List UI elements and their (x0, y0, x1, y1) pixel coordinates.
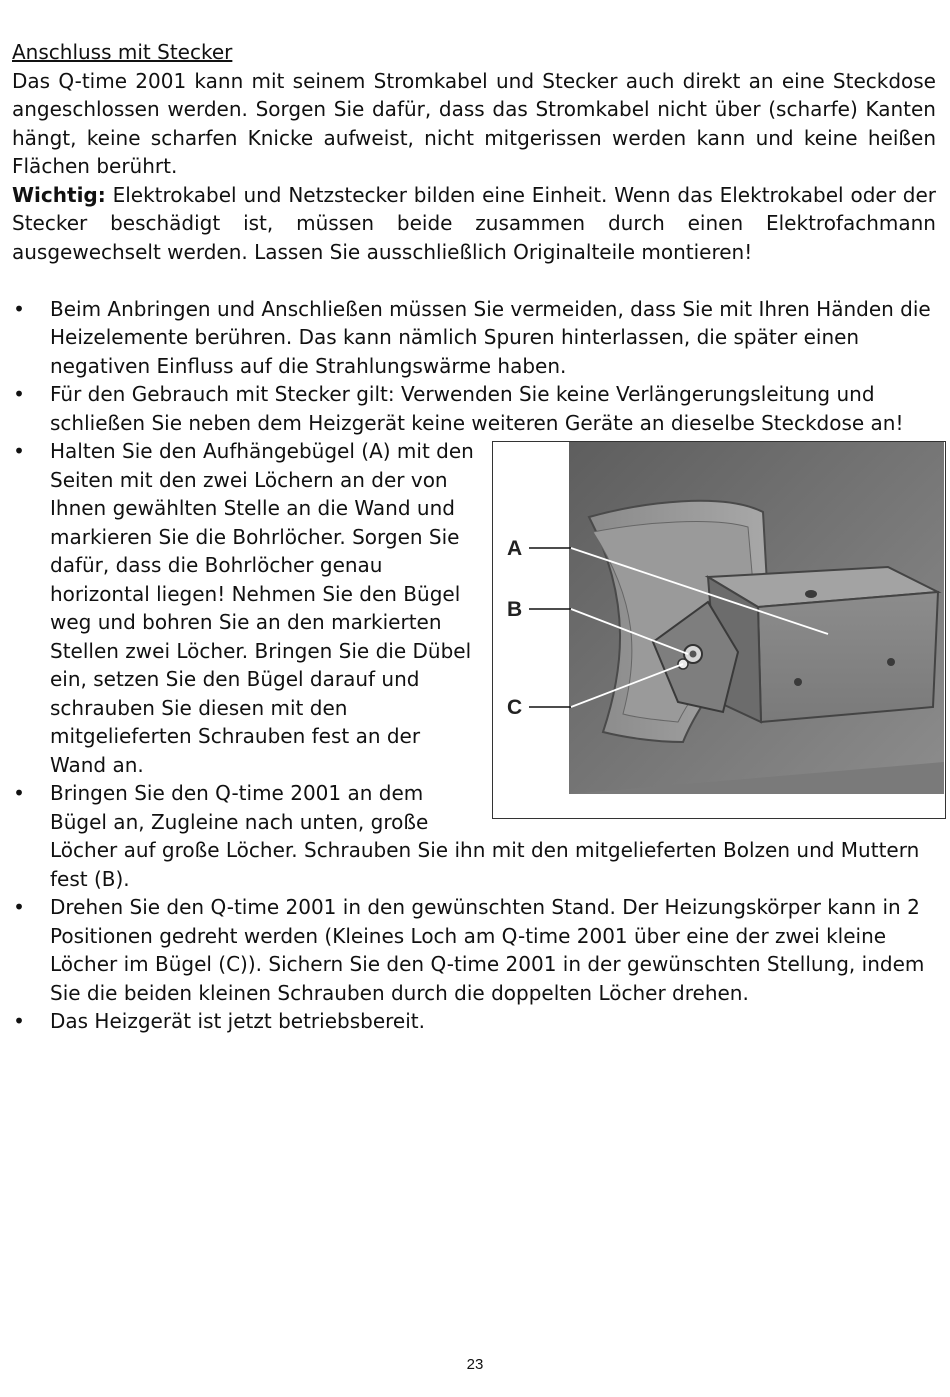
bracket-front-face (758, 592, 938, 722)
document-page (12, 38, 936, 1036)
list-item (12, 437, 936, 779)
instruction-list (12, 295, 936, 1036)
bullet-icon: • (13, 895, 25, 919)
list-item-text: Bringen Sie den Q-time 2001 an dem Bügel an, Zugleine nach unten, große Löcher auf große Löcher. Schrauben Sie ihn mit den mitgelieferten Bolzen und Muttern fest (B). (50, 781, 920, 891)
bullet-icon: • (13, 781, 25, 805)
important-paragraph (12, 181, 936, 267)
list-item-text: Beim Anbringen und Anschließen müssen Sie vermeiden, dass Sie mit Ihren Händen die Heizelemente berühren. Das kann nämlich Spuren hinterlassen, die später einen negativen Einfluss auf die Strahlungswärme haben. (50, 296, 931, 378)
figure-label-b: B (507, 598, 523, 621)
mounting-bracket-figure (492, 441, 946, 819)
list-item-text: Das Heizgerät ist jetzt betriebsbereit. (50, 1009, 425, 1033)
bullet-icon: • (13, 382, 25, 406)
page-number: 23 (466, 1356, 484, 1373)
important-label: Wichtig: (12, 182, 106, 207)
list-item (12, 380, 936, 437)
bracket-small-hole (887, 658, 895, 666)
list-item (12, 295, 936, 381)
list-item-text: Halten Sie den Aufhängebügel (A) mit den Seiten mit den zwei Löchern an der von Ihnen gewählten Stelle an die Wand und markieren Sie die Bohrlöcher. Sorgen Sie dafür, dass die Bohrlöcher genau horizontal liegen! Nehmen Sie den Bügel weg und bohren Sie an den markierten Stellen zwei Löcher. Bringen Sie die Dübel ein, setzen Sie den Bügel darauf und schrauben Sie diesen mit den mitgelieferten Schrauben fest an der Wand an. (50, 439, 474, 777)
bullet-icon: • (13, 1009, 25, 1033)
list-item (12, 779, 936, 893)
section-heading: Anschluss mit Stecker (12, 40, 233, 64)
figure-label-a: A (507, 537, 523, 560)
list-item (12, 1007, 936, 1036)
bullet-icon: • (13, 296, 25, 321)
list-item-text: Drehen Sie den Q-time 2001 in den gewünschten Stand. Der Heizungskörper kann in 2 Positionen gedreht werden (Kleines Loch am Q-time 2001 über eine der zwei kleine Löcher im Bügel (C)). Sichern Sie den Q-time 2001 in der gewünschten Stellung, indem Sie die beiden kleinen Schrauben durch die doppelten Löcher drehen. (50, 895, 925, 1005)
bullet-icon: • (13, 439, 25, 463)
bracket-small-hole (794, 678, 802, 686)
figure-label-c: C (507, 696, 523, 719)
bracket-top-hole (805, 590, 817, 598)
bolt-center (690, 651, 697, 658)
list-item-text: Für den Gebrauch mit Stecker gilt: Verwenden Sie keine Verlängerungsleitung und schließen Sie neben dem Heizgerät keine weiteren Geräte an dieselbe Steckdose an! (50, 382, 904, 435)
list-item (12, 893, 936, 1007)
bracket-illustration (493, 442, 944, 817)
intro-paragraph: Das Q-time 2001 kann mit seinem Stromkabel und Stecker auch direkt an eine Steckdose angeschlossen werden. Sorgen Sie dafür, dass das Stromkabel nicht über (scharfe) Kanten hängt, keine scharfen Knicke aufweist, nicht mitgerissen werden kann und keine heißen Flächen berührt. (12, 68, 936, 178)
important-text: Elektrokabel und Netzstecker bilden eine Einheit. Wenn das Elektrokabel oder der Stecker beschädigt ist, müssen beide zusammen durch einen Elektrofachmann ausgewechselt werden. Lassen Sie ausschließlich Originalteile montieren! (12, 182, 936, 264)
